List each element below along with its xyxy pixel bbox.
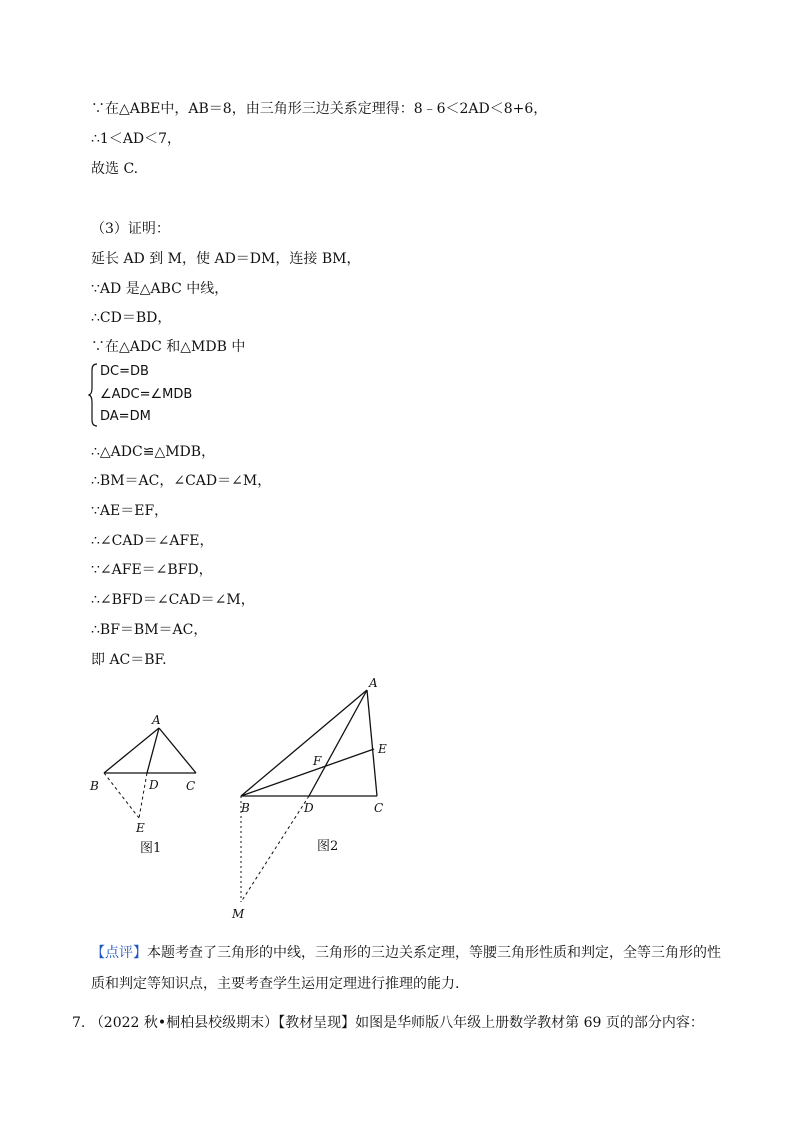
part3-step-3: ∴CD＝BD， [91,310,172,326]
fig2-caption: 图2 [317,839,339,854]
part3-step-2: ∵AD 是△ABC 中线， [91,281,229,297]
system-line-1: DC=DB [100,364,149,379]
question-7-text: （2022 秋•桐柏县校级期末）【教材呈现】如图是华师版八年级上册数学教材第 69 页的部分内容： [89,1015,704,1031]
fig1-label-c: C [186,779,196,793]
system-line-2: ∠ADC=∠MDB [100,387,193,402]
conclusion-3: ∵AE＝EF， [91,503,169,519]
conclusion-5: ∵∠AFE＝∠BFD， [91,562,213,578]
comment-block [91,938,731,1000]
fig2-label-e: E [378,742,387,756]
proof-line-1: ∵在△ABE中，AB＝8，由三角形三边关系定理得：8﹣6＜2AD＜8+6， [91,101,548,117]
fig2-label-f: F [313,754,322,768]
comment-tag: 【点评】 [91,945,147,961]
system-line-3: DA=DM [100,409,151,424]
figure-2 [231,676,387,921]
fig1-caption: 图1 [140,841,162,856]
fig1-label-b: B [90,779,99,793]
conclusion-6: ∴∠BFD＝∠CAD＝∠M， [91,592,255,608]
question-7 [72,1012,704,1032]
fig2-label-d: D [304,801,314,815]
question-7-number: 7. [72,1015,86,1031]
conclusion-4: ∴∠CAD＝∠AFE， [91,533,214,549]
conclusion-8: 即 AC＝BF. [91,652,167,668]
fig2-label-a: A [369,676,378,690]
proof-line-3: 故选 C. [91,161,139,177]
fig2-label-m: M [232,907,245,921]
part3-heading: （3）证明： [91,221,170,237]
proof-line-2: ∴1＜AD＜7， [91,131,182,147]
part3-step-4: ∵在△ADC 和△MDB 中 [91,339,246,355]
conclusion-1: ∴△ADC≌△MDB， [91,444,216,460]
comment-text: 本题考查了三角形的中线，三角形的三边关系定理，等腰三角形性质和判定，全等三角形的性质和判定等知识点，主要考查学生运用定理进行推理的能力. [91,945,721,992]
part3-step-1: 延长 AD 到 M，使 AD＝DM，连接 BM， [91,251,361,267]
conclusion-2: ∴BM＝AC，∠CAD＝∠M， [91,473,272,489]
figure-1 [89,713,196,856]
conclusion-7: ∴BF＝BM＝AC， [91,622,208,638]
fig1-label-a: A [152,713,161,727]
fig2-label-c: C [374,801,384,815]
fig1-label-d: D [149,778,159,792]
fig2-label-b: B [241,801,250,815]
fig1-label-e: E [136,821,145,835]
